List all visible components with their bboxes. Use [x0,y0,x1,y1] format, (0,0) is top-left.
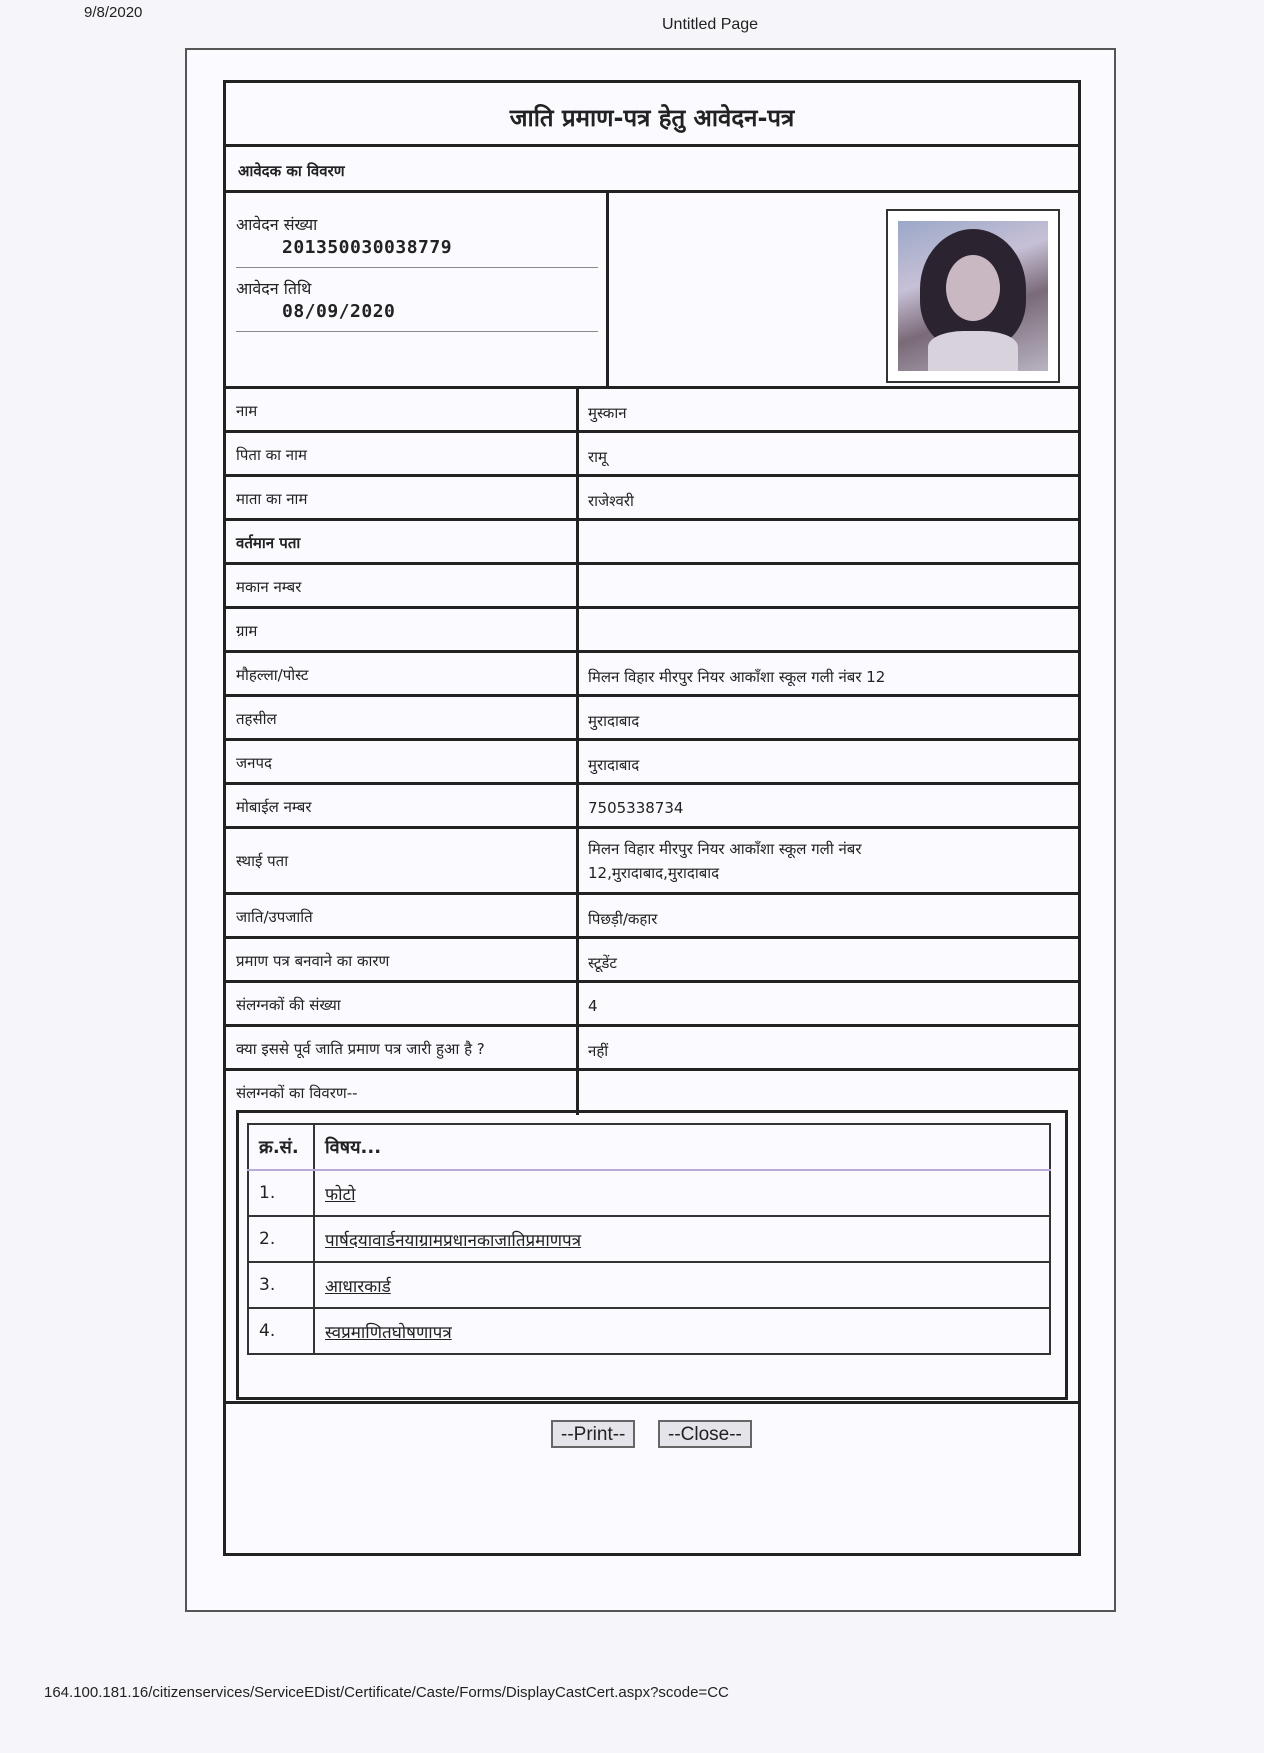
field-row-caste [226,895,1078,939]
field-row-mother-name [226,477,1078,521]
divider [236,267,598,268]
column-divider [576,433,579,474]
field-value: मिलन विहार मीरपुर नियर आकाँशा स्कूल गली नंबर 12 [588,668,886,686]
column-divider [576,697,579,738]
application-info-block [226,193,1078,389]
attachment-link-aadhaar[interactable]: आधारकार्ड [325,1276,391,1297]
field-label: क्या इससे पूर्व जाति प्रमाण पत्र जारी हुआ है ? [236,1040,485,1058]
column-divider [576,895,579,936]
field-label: नाम [236,402,258,420]
field-label: माता का नाम [236,490,308,508]
field-row-previous-certificate [226,1027,1078,1071]
column-divider [576,653,579,694]
column-divider [576,389,579,430]
field-value: रामू [588,448,607,466]
section-header [226,147,1078,193]
serial-number: 1. [248,1170,314,1216]
field-label: स्थाई पता [236,852,289,870]
field-label: मकान नम्बर [236,578,302,596]
column-divider [576,609,579,650]
column-divider [576,1071,579,1115]
close-button[interactable]: --Close-- [658,1420,752,1448]
field-value: पिछड़ी/कहार [588,910,658,928]
column-divider [576,785,579,826]
field-label: मोबाईल नम्बर [236,798,312,816]
application-date-label: आवेदन तिथि [236,279,312,298]
application-date: 08/09/2020 [282,301,396,322]
field-label: ग्राम [236,622,258,640]
column-divider [576,477,579,518]
field-label: पिता का नाम [236,446,307,464]
field-row-name [226,389,1078,433]
field-label: प्रमाण पत्र बनवाने का कारण [236,952,390,970]
field-value: 4 [588,997,598,1015]
field-row-current-address [226,521,1078,565]
print-button[interactable]: --Print-- [551,1420,635,1448]
print-date: 9/8/2020 [84,4,143,21]
field-value-line2: 12,मुरादाबाद,मुरादाबाद [588,864,720,882]
column-divider [576,939,579,980]
attachment-cell [314,1308,1050,1354]
field-value: राजेश्वरी [588,492,634,510]
field-value: 7505338734 [588,799,684,817]
section-title: आवेदक का विवरण [238,162,345,180]
field-value: स्टूडेंट [588,954,617,972]
table-row [248,1262,1050,1308]
field-row-locality [226,653,1078,697]
field-label: संलग्नकों का विवरण-- [236,1084,358,1102]
page-url: 164.100.181.16/citizenservices/ServiceEDist/Certificate/Caste/Forms/DisplayCastCert.aspx?scode=CC [44,1684,729,1701]
field-row-house-number [226,565,1078,609]
field-label: तहसील [236,710,277,728]
attachments-box [236,1110,1068,1400]
attachment-link-self-declaration[interactable]: स्वप्रमाणितघोषणापत्र [325,1322,452,1343]
application-info [226,193,609,386]
serial-number: 3. [248,1262,314,1308]
column-divider [576,565,579,606]
table-header-row [248,1124,1050,1170]
photo-body [928,331,1018,371]
serial-header: क्र.सं. [248,1124,314,1170]
application-form [223,80,1081,1556]
field-label: जाति/उपजाति [236,908,313,926]
field-label: जनपद [236,754,272,772]
table-row [248,1170,1050,1216]
field-value: मिलन विहार मीरपुर नियर आकाँशा स्कूल गली नंबर [588,840,862,858]
page-title: Untitled Page [662,16,759,33]
field-value: मुरादाबाद [588,756,640,774]
form-title-row [226,83,1078,147]
divider [236,331,598,332]
field-row-village [226,609,1078,653]
field-row-mobile [226,785,1078,829]
field-label: संलग्नकों की संख्या [236,996,341,1014]
attachments-table [247,1123,1051,1355]
field-value: नहीं [588,1042,609,1060]
field-row-tehsil [226,697,1078,741]
attachment-cell [314,1216,1050,1262]
serial-number: 4. [248,1308,314,1354]
field-label: मौहल्ला/पोस्ट [236,666,309,684]
photo-face [946,255,1000,321]
field-row-attachment-count [226,983,1078,1027]
table-row [248,1216,1050,1262]
attachment-link-photo[interactable]: फोटो [325,1184,356,1205]
serial-number: 2. [248,1216,314,1262]
field-row-reason [226,939,1078,983]
form-title: जाति प्रमाण-पत्र हेतु आवेदन-पत्र [509,104,795,132]
field-row-permanent-address [226,829,1078,895]
column-divider [576,521,579,562]
button-row [226,1401,1078,1464]
field-label: वर्तमान पता [236,534,301,552]
photo-image [898,221,1048,371]
field-row-district [226,741,1078,785]
subject-header: विषय... [314,1124,1050,1170]
table-row [248,1308,1050,1354]
column-divider [576,741,579,782]
application-number: 201350030038779 [282,237,453,258]
column-divider [576,983,579,1024]
field-value: मुरादाबाद [588,712,640,730]
column-divider [576,829,579,892]
field-row-father-name [226,433,1078,477]
application-number-label: आवेदन संख्या [236,215,318,234]
attachment-link-councillor-certificate[interactable]: पार्षदयावार्डनयाग्रामप्रधानकाजातिप्रमाणपत्र [325,1230,582,1251]
applicant-photo [886,209,1060,383]
field-value: मुस्कान [588,404,627,422]
column-divider [576,1027,579,1068]
page-frame [185,48,1116,1612]
attachment-cell [314,1262,1050,1308]
field-row-attachment-details [226,1071,1078,1115]
attachment-cell [314,1170,1050,1216]
